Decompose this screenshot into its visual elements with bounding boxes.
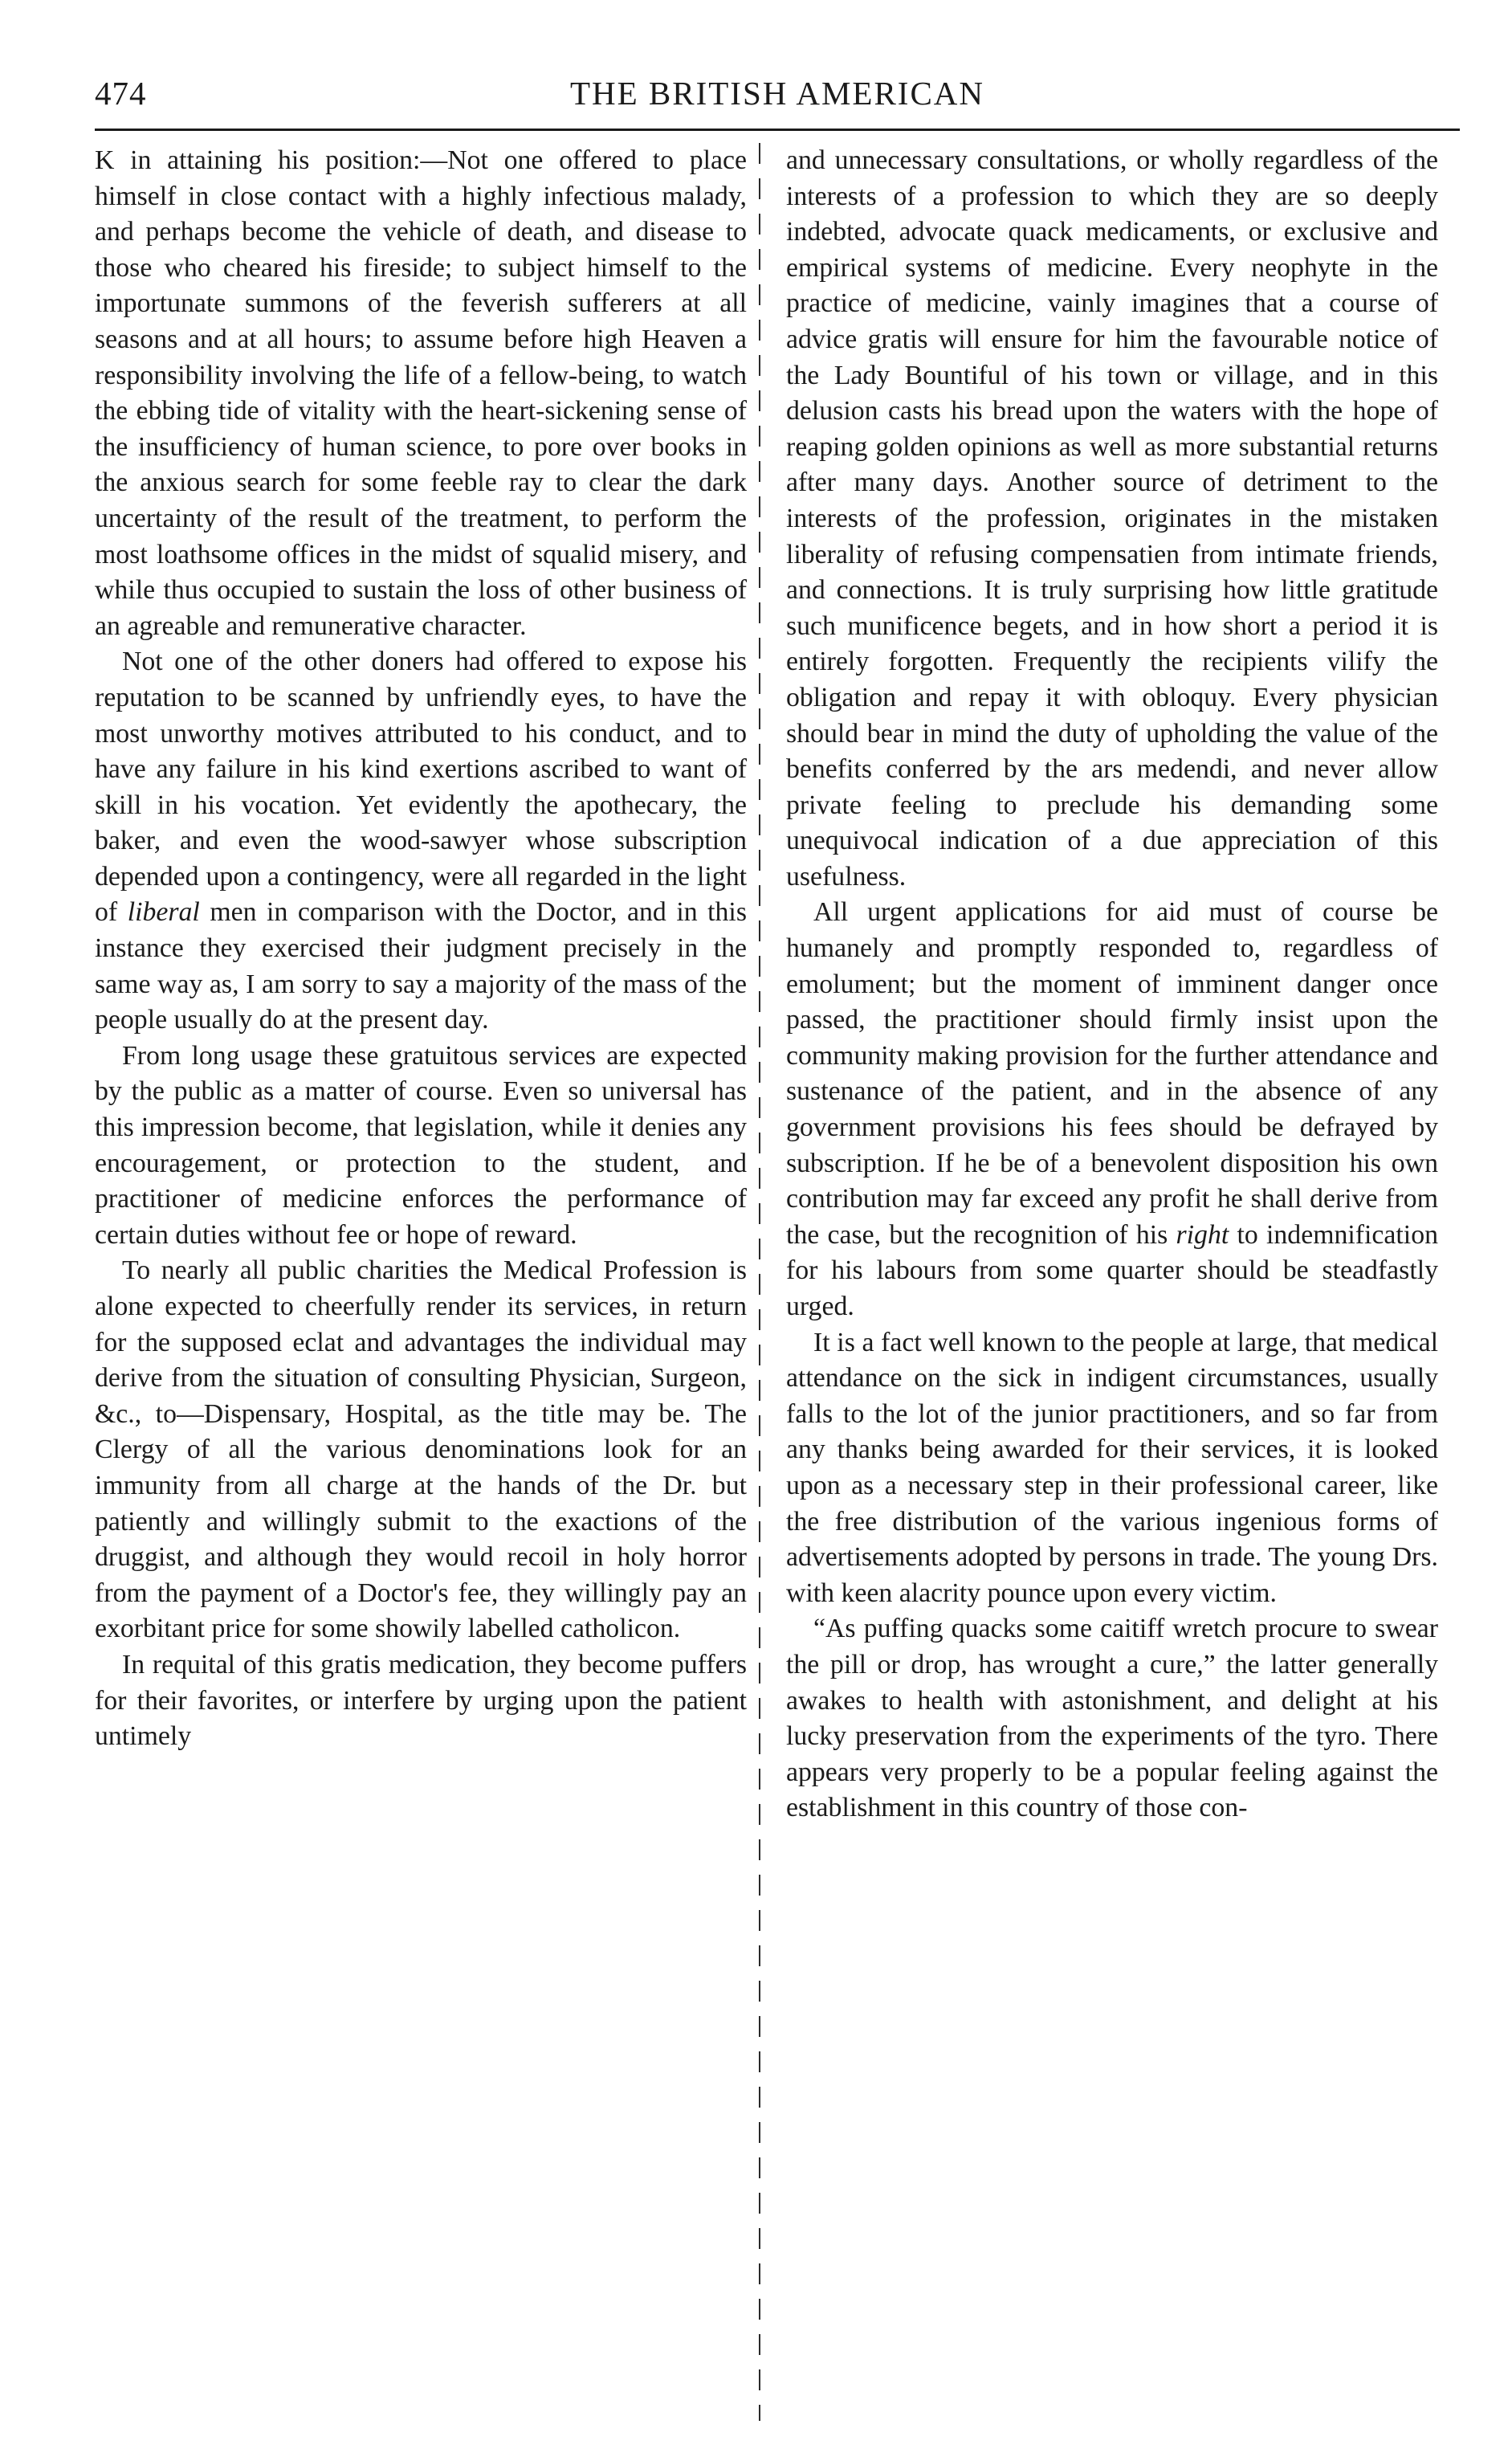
left-column [95, 143, 747, 1755]
right-paragraph-3: It is a fact well known to the people at large, that medical attendance on the sick in indigent circumstances, usually falls to the lot of the junior practitioners, and so far from any thanks being awarded for their services, it is looked upon as a necessary step in their professional career, like the free distribution of the various ingenious forms of advertisements adopted by persons in trade. The young Drs. with keen alacrity pounce upon every victim. [786, 1327, 1438, 1608]
right-paragraph-2-text-b: to indemnification for his labours from some quarter should be steadfastly urged. [786, 1219, 1438, 1321]
left-paragraph-1: K in attaining his position:—Not one offered to place himself in close contact with a highly infectious malady, and perhaps become the vehicle of death, and disease to those who cheared his fireside; to subject himself to the importunate summons of the feverish sufferers at all seasons and at all hours; to assume before high Heaven a responsibility involving the life of a fellow-being, to watch the ebbing tide of vitality with the heart-sickening sense of the insufficiency of human science, to pore over books in the anxious search for some feeble ray to clear the dark uncertainty of the result of the treatment, to perform the most loathsome offices in the midst of squalid misery, and while thus occupied to sustain the loss of other business of an agreable and remunerative character. [95, 145, 747, 641]
header-rule [95, 129, 1460, 131]
right-paragraph-1: and unnecessary consultations, or wholly regardless of the interests of a profession to which they are so deeply indebted, advocate quack medicaments, or exclusive and empirical systems of medicine. Every neophyte in the practice of medicine, vainly imagines that a course of advice gratis will ensure for him the favourable notice of the Lady Bountiful of his town or village, and in this delusion casts his bread upon the waters with the hope of reaping golden opinions as well as more substantial returns after many days. Another source of detriment to the interests of the profession, originates in the mistaken liberality of refusing compensatien from intimate friends, and connections. It is truly surprising how little gratitude such munificence begets, and in how short a period it is entirely forgotten. Frequently the recipients vilify the obligation and repay it with obloquy. Every physician should bear in mind the duty of upholding the value of the benefits conferred by the ars medendi, and never allow private feeling to preclude his demanding some unequivocal indication of a due appreciation of this usefulness. [786, 145, 1438, 892]
left-paragraph-2-italic: liberal [127, 897, 200, 928]
left-paragraph-3: From long usage these gratuitous services are expected by the public as a matter of course. Even so universal has this impression become, that legislation, while it denies any encouragement, or protection to the student, and practitioner of medicine enforces the performance of certain duties without fee or hope of reward. [95, 1040, 747, 1250]
left-paragraph-2-text-a: Not one of the other doners had offered to expose his reputation to be scanned by unfriendly eyes, to have the most unworthy motives attributed to his conduct, and to have any failure in his kind exertions ascribed to want of skill in his vocation. Yet evidently the apothecary, the baker, and even the wood-sawyer whose subscription depended upon a contingency, were all regarded in the light of [95, 647, 747, 928]
page-number: 474 [95, 75, 147, 112]
page-header [95, 74, 1460, 120]
right-column [786, 143, 1438, 1826]
right-paragraph-2-italic: right [1176, 1219, 1229, 1250]
left-paragraph-2 [95, 644, 747, 1039]
right-paragraph-2 [786, 895, 1438, 1324]
column-divider [759, 143, 760, 2421]
left-paragraph-2-text-b: men in comparison with the Doctor, and in this instance they exercised their judgment precisely in the same way as, I am sorry to say a majority of the mass of the people usually do at the present day. [95, 897, 747, 1035]
right-paragraph-4: “As puffing quacks some caitiff wretch procure to swear the pill or drop, has wrought a cure,” the latter generally awakes to health with astonishment, and delight at his lucky preservation from the experiments of the tyro. There appears very properly to be a popular feeling against the establishment in this country of those con- [786, 1614, 1438, 1823]
left-paragraph-5: In requital of this gratis medication, they become puffers for their favorites, or interfere by urging upon the patient untimely [95, 1649, 747, 1752]
right-paragraph-2-text-a: All urgent applications for aid must of course be humanely and promptly responded to, regardless of emolument; but the moment of imminent danger once passed, the practitioner should firmly insist upon the community making provision for the further attendance and sustenance of the patient, and in the absence of any government provisions his fees should be defrayed by subscription. If he be of a benevolent disposition his own contribution may far exceed any profit he shall derive from the case, but the recognition of his [786, 897, 1438, 1250]
running-title: THE BRITISH AMERICAN [569, 75, 985, 112]
left-paragraph-4: To nearly all public charities the Medical Profession is alone expected to cheerfully render its services, in return for the supposed eclat and advantages the individual may derive from the situation of consulting Physician, Surgeon, &c., to—Dispensary, Hospital, as the title may be. The Clergy of all the various denominations look for an immunity from all charge at the hands of the Dr. but patiently and willingly submit to the exactions of the druggist, and although they would recoil in holy horror from the payment of a Doctor's fee, they willingly pay an exorbitant price for some showily labelled catholicon. [95, 1255, 747, 1644]
